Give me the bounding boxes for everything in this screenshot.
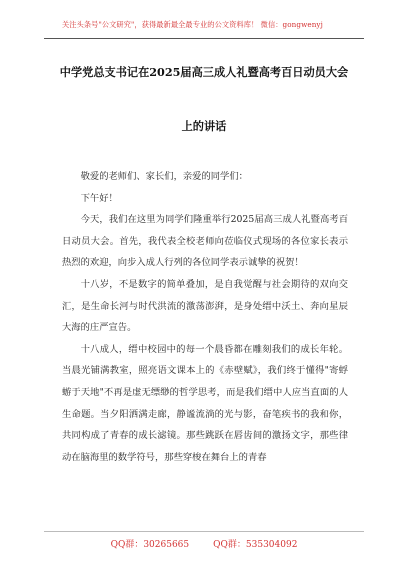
salutation: 敬爱的老师们、家长们，亲爱的同学们：: [80, 171, 248, 182]
paragraph: 今天，我们在这里为同学们隆重举行2025届高三成人礼暨高考百日动员大会。首先，我代表全校老师向莅临仪式现场的各位家长表示热烈的欢迎，向步入成人行列的各位同学表示诚挚的祝贺！: [62, 214, 348, 269]
header-banner: 关注头条号"公文研究"，获得最新最全最专业的公文资料库！ 微信：gongwenyj: [62, 20, 323, 29]
footer-qq-group-2: QQ群：535304092: [213, 540, 298, 550]
paragraph: 十八岁，不是数字的简单叠加，是自我觉醒与社会期待的双向交汇，是生命长河与时代洪流的激荡澎湃，是身处缙中沃土、奔向星辰大海的庄严宣告。: [62, 278, 348, 334]
document-title-line-2: 上的讲话: [181, 119, 227, 133]
footer-qq-group-1: QQ群：30265665: [110, 540, 190, 550]
document-body: [62, 166, 348, 468]
paragraph: 十八成人，缙中校园中的每一个晨昏都在雕刻我们的成长年轮。当晨光铺满教室，照亮语文课本上的《赤壁赋》，我们终于懂得"寄蜉蝣于天地"不再是虚无缥缈的哲学思考，而是我们缙中人应当直面的人生命题。当夕阳洒满走廊，静谧流淌的光与影，奋笔疾书的我和你，共同构成了青春的成长滤镜。那些跳跃在唇齿间的激扬文字，那些律动在脑海里的数学符号，那些穿梭在舞台上的青春: [62, 343, 348, 463]
document-title-line-1: 中学党总支书记在2025届高三成人礼暨高考百日动员大会: [59, 65, 349, 79]
header-divider: [44, 38, 364, 39]
footer: [0, 537, 408, 550]
greeting: 下午好！: [80, 192, 118, 204]
footer-divider: [44, 531, 364, 532]
